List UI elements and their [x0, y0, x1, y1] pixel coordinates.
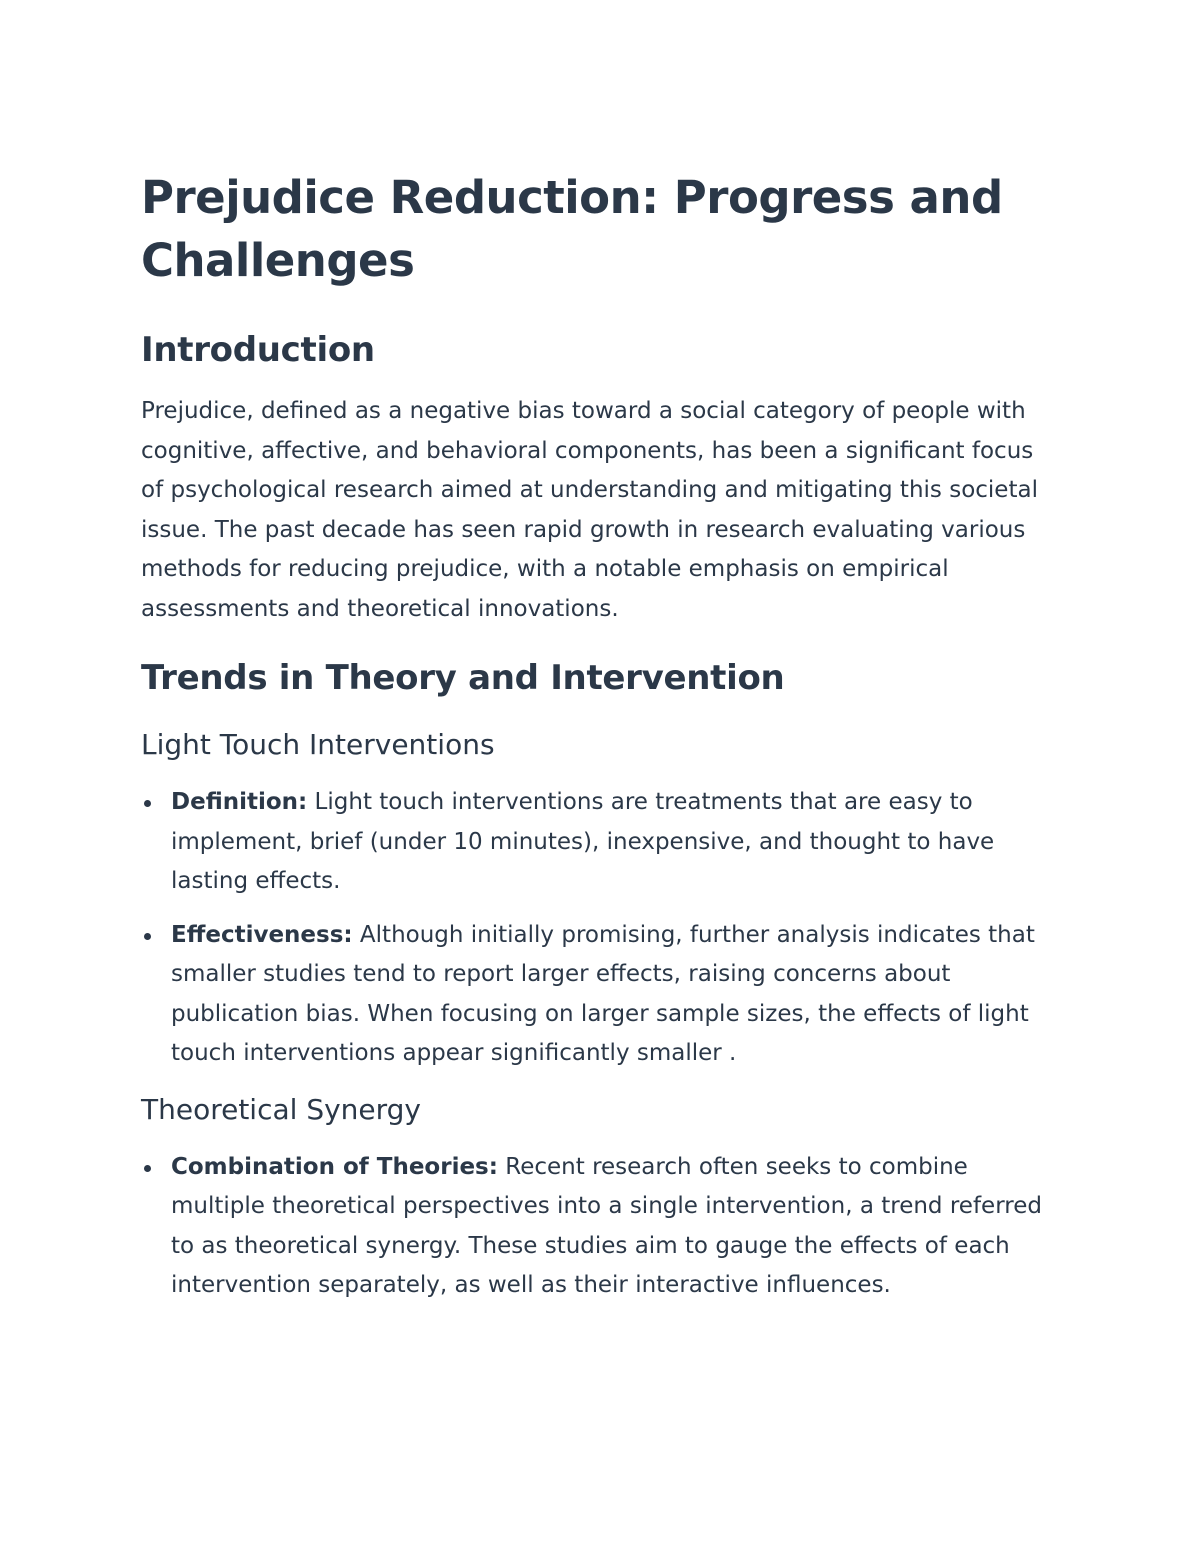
- light-touch-heading: Light Touch Interventions: [141, 728, 495, 761]
- list-item: [141, 783, 1061, 902]
- theoretical-synergy-list: [141, 1148, 1061, 1306]
- document-page: [141, 166, 1061, 1306]
- document-title: Prejudice Reduction: Progress and Challenges: [141, 171, 1003, 287]
- introduction-paragraph: Prejudice, defined as a negative bias toward a social category of people with cognitive, affective, and behavioral components, has been a significant focus of psychological research aimed at understanding and mitigating this societal issue. The past decade has seen rapid growth in research evaluating various methods for reducing prejudice, with a notable emphasis on empirical assessments and theoretical innovations.: [141, 398, 1038, 622]
- trends-heading: Trends in Theory and Intervention: [141, 658, 785, 698]
- list-item-label: Effectiveness:: [171, 921, 353, 948]
- list-item-label: Definition:: [171, 789, 308, 815]
- list-item-text: Light touch interventions are treatments that are easy to implement, brief (under 10 minutes), inexpensive, and thought to have lasting effects.: [171, 789, 995, 894]
- list-item-text: Recent research often seeks to combine multiple theoretical perspectives into a single intervention, a trend referred to as theoretical synergy. These studies aim to gauge the effects of each intervention separately, as well as their interactive influences.: [171, 1153, 1042, 1298]
- list-item-text: Although initially promising, further analysis indicates that smaller studies tend to report larger effects, raising concerns about publication bias. When focusing on larger sample sizes, the effects of light touch interventions appear significantly smaller .: [171, 921, 1035, 1066]
- introduction-heading: Introduction: [141, 330, 375, 370]
- list-item-label: Combination of Theories:: [171, 1153, 498, 1180]
- list-item: [141, 1148, 1061, 1306]
- theoretical-synergy-heading: Theoretical Synergy: [141, 1092, 421, 1126]
- list-item: [141, 916, 1061, 1074]
- light-touch-list: [141, 783, 1061, 1074]
